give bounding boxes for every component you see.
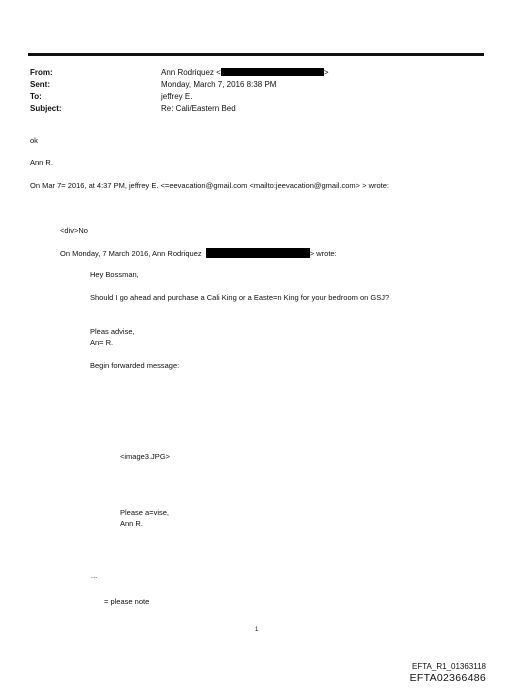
quote-prefix: On Monday, 7 March 2016, Ann Rodriquez: [60, 249, 202, 258]
subject-label: Subject:: [30, 104, 62, 113]
question: Should I go ahead and purchase a Cali King or a Easte=n King for your bedroom on GSJ?: [90, 293, 390, 302]
quote-header: On Mar 7= 2016, at 4:37 PM, jeffrey E. <=eevacation@gmail.com <mailto:jeevacation@gmail.com> > wrote:: [30, 181, 390, 190]
subject-value: Re: Cali/Eastern Bed: [161, 104, 236, 113]
quoted-reply: <div>No: [60, 226, 88, 235]
redaction-bar: [206, 248, 310, 258]
footer-id-secondary: EFTA02366486: [409, 672, 486, 684]
from-name: Ann Rodriquez <: [161, 68, 221, 77]
quote-suffix: > wrote:: [309, 249, 337, 258]
footer-id-primary: EFTA_R1_01363118: [412, 662, 486, 671]
sent-value: Monday, March 7, 2016 8:38 PM: [161, 80, 277, 89]
header-rule: [28, 53, 484, 56]
from-value: [161, 67, 329, 78]
from-close: >: [323, 68, 329, 77]
signature: Ann R.: [120, 519, 143, 528]
greeting: Hey Bossman,: [90, 270, 139, 279]
reply-text: ok: [30, 136, 38, 145]
advise-line: Pleas advise,: [90, 327, 135, 336]
signature: Ann R.: [30, 158, 53, 167]
image-placeholder: <image3.JPG>: [120, 452, 171, 461]
page-number: 1: [255, 627, 259, 633]
from-label: From:: [30, 68, 53, 77]
forwarded-header: Begin forwarded message:: [90, 361, 180, 370]
sent-label: Sent:: [30, 80, 50, 89]
note-line: = please note: [104, 597, 150, 606]
to-value: jeffrey E.: [161, 92, 193, 101]
to-label: To:: [30, 92, 42, 101]
ellipsis: ...: [91, 571, 98, 580]
quote-header-nested: [60, 248, 337, 259]
advise-line: Please a=vise,: [120, 508, 169, 517]
redaction-bar: [221, 68, 324, 76]
signature: An= R.: [90, 338, 114, 347]
